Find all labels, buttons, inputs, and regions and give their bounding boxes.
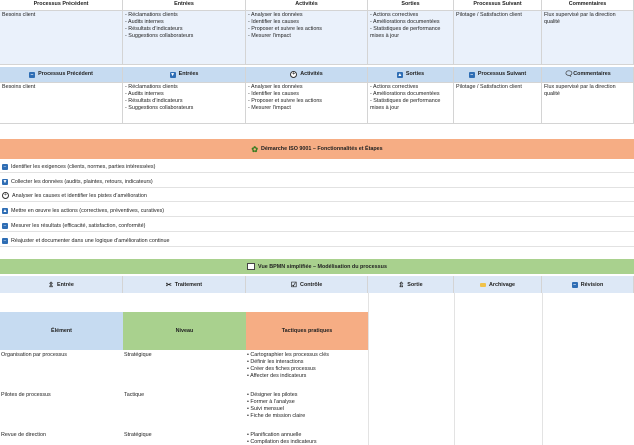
section-title: Démarche ISO 9001 – Fonctionnalités et Étapes	[261, 146, 383, 152]
header-row-icons	[0, 67, 634, 83]
list-item: - Proposer et suivre les actions	[248, 98, 365, 105]
list-item: - Analyser les données	[248, 84, 365, 91]
activities-cell[interactable]	[246, 83, 368, 124]
minus-box-icon: −	[573, 281, 577, 288]
picture-icon	[247, 263, 255, 270]
table-row	[0, 391, 634, 429]
list-item: - Analyser les données	[248, 12, 365, 19]
table-row	[0, 351, 634, 389]
element-cell[interactable]: Revue de direction	[1, 432, 46, 438]
step-text: Identifier les exigences (clients, normes, parties intéressées)	[11, 163, 156, 170]
next-process-cell[interactable]: Pilotage / Satisfaction client	[454, 11, 542, 65]
list-item: - Suggestions collaborateurs	[125, 105, 243, 112]
table-row	[0, 83, 634, 124]
step-row[interactable]	[0, 161, 634, 173]
next-process-cell[interactable]: Pilotage / Satisfaction client	[454, 83, 542, 124]
list-item: • Désigner les pilotes	[247, 392, 367, 399]
table-row	[0, 431, 634, 445]
header-cell[interactable]: Processus Précédent	[0, 0, 123, 11]
list-item: • Cartographier les processus clés	[247, 352, 367, 359]
puzzle-icon: ✿	[251, 144, 259, 154]
bpmn-section-header[interactable]	[0, 259, 634, 274]
element-cell[interactable]: Pilotes de processus	[1, 392, 51, 398]
bpmn-step[interactable]	[246, 276, 368, 293]
prev-process-cell[interactable]: Besoins client	[0, 83, 123, 124]
step-row[interactable]	[0, 235, 634, 247]
list-item: • Fiche de mission claire	[247, 413, 367, 420]
bpmn-step[interactable]	[0, 276, 123, 293]
list-item: - Identifier les causes	[248, 19, 365, 26]
list-item: - Suggestions collaborateurs	[125, 33, 243, 40]
list-item: - Améliorations documentées	[370, 19, 451, 26]
inputs-cell[interactable]	[123, 11, 246, 65]
list-item: - Améliorations documentées	[370, 91, 451, 98]
table-header-tactics[interactable]: Tactiques pratiques	[246, 312, 368, 350]
header-cell[interactable]	[0, 67, 123, 83]
bpmn-step[interactable]	[454, 276, 542, 293]
list-item: - Identifier les causes	[248, 91, 365, 98]
outputs-cell[interactable]	[368, 11, 454, 65]
step-text: Réajuster et documenter dans une logique d’amélioration continue	[11, 237, 170, 244]
list-item: • Former à l’analyse	[247, 399, 367, 406]
list-item: - Actions correctives	[370, 12, 451, 19]
header-label: Sorties	[405, 71, 425, 77]
arrow-up-box-icon: ▲	[397, 71, 403, 78]
minus-box-icon: −	[3, 237, 7, 244]
bpmn-label: Archivage	[488, 281, 516, 288]
list-item: - Audits internes	[125, 19, 243, 26]
tactics-cell[interactable]	[246, 431, 368, 445]
list-item: • Planification annuelle	[247, 432, 367, 439]
header-cell[interactable]	[368, 67, 454, 83]
header-label: Processus Précédent	[38, 71, 93, 77]
bpmn-label: Traitement	[174, 281, 203, 288]
bpmn-step[interactable]	[542, 276, 634, 293]
header-cell[interactable]: Commentaires	[542, 0, 634, 11]
gear-icon: +	[290, 71, 297, 78]
list-item: - Résultats d’indicateurs	[125, 26, 243, 33]
step-text: Collecter les données (audits, plaintes, retours, indicateurs)	[11, 178, 153, 185]
arrow-down-box-icon: ▼	[2, 178, 8, 185]
bpmn-label: Sortie	[407, 281, 423, 288]
folder-icon	[480, 283, 486, 287]
header-label: Entrées	[178, 71, 199, 77]
level-cell[interactable]: Tactique	[124, 392, 145, 398]
tactics-cell[interactable]	[246, 351, 368, 389]
list-item: - Réclamations clients	[125, 84, 243, 91]
header-label: Processus Suivant	[477, 71, 527, 77]
arrow-up-box-icon: ▲	[2, 207, 8, 214]
list-item: • Créer des fiches processus	[247, 366, 367, 373]
header-cell[interactable]	[454, 67, 542, 83]
header-cell[interactable]: Sorties	[368, 0, 454, 11]
step-text: Mesurer les résultats (efficacité, satisfaction, conformité)	[11, 222, 146, 229]
step-row[interactable]	[0, 220, 634, 232]
table-header-element[interactable]: Élément	[0, 312, 123, 350]
list-item: - Statistiques de performance mises à jour	[370, 26, 451, 40]
comment-cell[interactable]: Flux supervisé par la direction qualité	[542, 83, 634, 124]
minus-box-icon: −	[30, 71, 34, 78]
level-cell[interactable]: Stratégique	[124, 432, 152, 438]
check-box-icon: ☑	[290, 281, 298, 289]
list-item: • Suivi mensuel	[247, 406, 367, 413]
arrow-down-box-icon: ▼	[170, 71, 176, 78]
header-cell[interactable]	[123, 67, 246, 83]
header-row	[0, 0, 634, 11]
list-item: - Statistiques de performance mises à jour	[370, 98, 451, 112]
step-row[interactable]	[0, 176, 634, 188]
list-item: • Compilation des indicateurs	[247, 439, 367, 445]
list-item: • Affecter des indicateurs	[247, 373, 367, 380]
gear-icon: +	[2, 192, 9, 199]
inputs-cell[interactable]	[123, 83, 246, 124]
list-item: - Réclamations clients	[125, 12, 243, 19]
header-label: Commentaires	[573, 71, 611, 77]
tools-icon: ✂	[165, 281, 172, 289]
list-item: - Proposer et suivre les actions	[248, 26, 365, 33]
header-cell[interactable]	[246, 67, 368, 83]
minus-box-icon: −	[3, 222, 7, 229]
minus-box-icon: −	[470, 71, 474, 78]
step-row[interactable]	[0, 205, 634, 217]
step-text: Mettre en œuvre les actions (correctives, préventives, curatives)	[11, 207, 165, 214]
bpmn-row	[0, 276, 634, 293]
bpmn-label: Contrôle	[300, 281, 323, 288]
bpmn-step[interactable]	[368, 276, 454, 293]
header-label: Activités	[300, 71, 323, 77]
header-cell[interactable]: Entrées	[123, 0, 246, 11]
bpmn-label: Entrée	[57, 281, 74, 288]
iso-section-header[interactable]	[0, 139, 634, 159]
table-header-level[interactable]: Niveau	[123, 312, 246, 350]
header-cell[interactable]	[542, 67, 634, 83]
list-item: - Audits internes	[125, 91, 243, 98]
tactics-cell[interactable]	[246, 391, 368, 429]
list-item: - Résultats d’indicateurs	[125, 98, 243, 105]
header-cell[interactable]: Activités	[246, 0, 368, 11]
list-item: - Mesurer l’impact	[248, 33, 365, 40]
step-text: Analyser les causes et identifier les pistes d’amélioration	[12, 192, 147, 199]
upload-icon: ⇫	[48, 281, 55, 289]
comment-cell[interactable]: Flux supervisé par la direction qualité	[542, 11, 634, 65]
header-cell[interactable]: Processus Suivant	[454, 0, 542, 11]
bpmn-step[interactable]	[123, 276, 246, 293]
step-row[interactable]	[0, 190, 634, 202]
outputs-cell[interactable]	[368, 83, 454, 124]
bpmn-label: Révision	[580, 281, 604, 288]
comment-icon: 🗨	[564, 70, 574, 78]
section-title: Vue BPMN simplifiée – Modélisation du processus	[258, 263, 387, 270]
upload-icon: ⇫	[398, 281, 405, 289]
table-row	[0, 11, 634, 65]
list-item: - Actions correctives	[370, 84, 451, 91]
minus-box-icon: −	[3, 163, 7, 170]
list-item: - Mesurer l’impact	[248, 105, 365, 112]
level-cell[interactable]: Stratégique	[124, 352, 152, 358]
list-item: • Définir les interactions	[247, 359, 367, 366]
element-cell[interactable]: Organisation par processus	[1, 352, 67, 358]
activities-cell[interactable]	[246, 11, 368, 65]
prev-process-cell[interactable]: Besoins client	[0, 11, 123, 65]
